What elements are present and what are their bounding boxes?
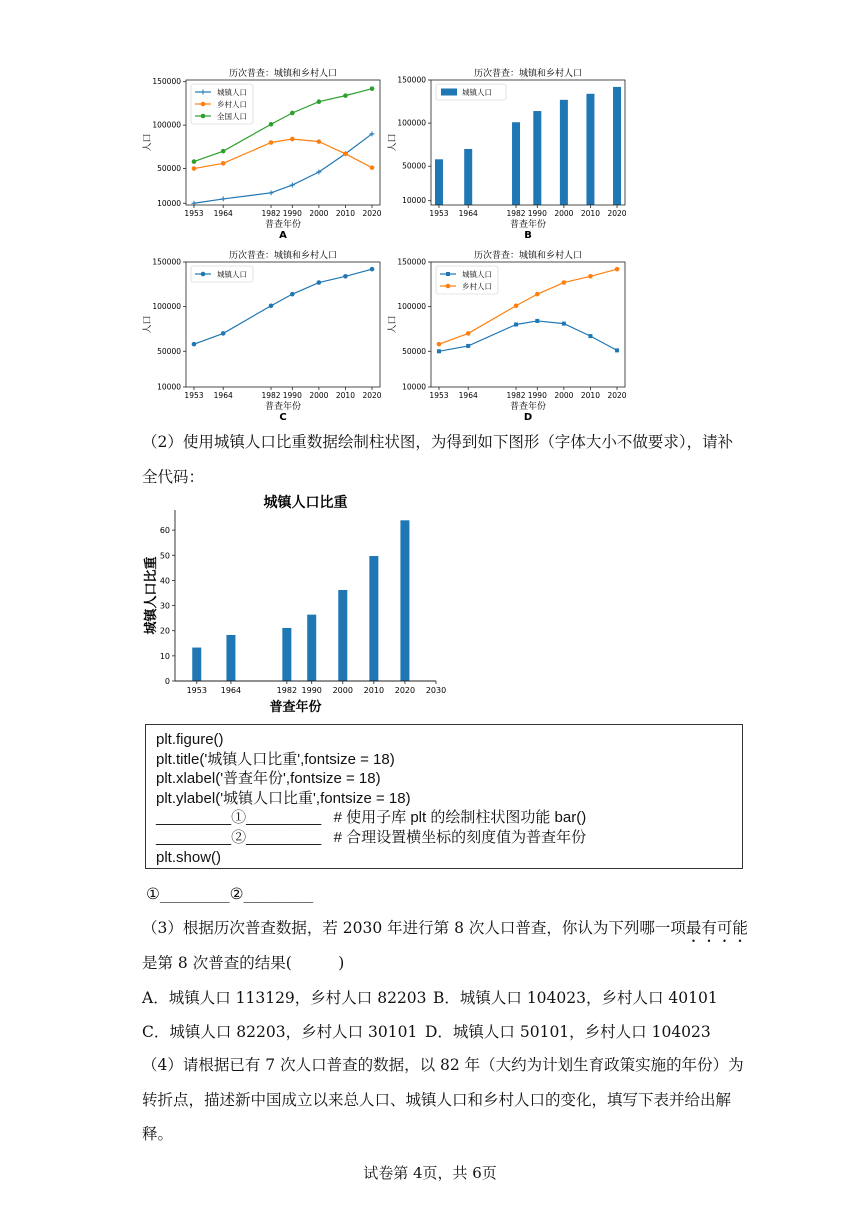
- y-axis-label: 人口: [388, 315, 398, 334]
- bar: [464, 149, 472, 205]
- data-point: [466, 344, 470, 348]
- chart-caption: D: [523, 412, 533, 423]
- y-tick-label: 100000: [152, 302, 181, 312]
- x-tick-label: 2000: [309, 209, 329, 218]
- chart-urban-ratio-svg: [140, 492, 450, 718]
- option-a: A．城镇人口 113129，乡村人口 82203: [142, 989, 427, 1007]
- data-point: [343, 151, 348, 156]
- bar: [613, 87, 621, 205]
- data-point: [269, 303, 274, 308]
- data-point: [343, 274, 348, 279]
- data-point: [446, 272, 450, 276]
- data-point: [192, 159, 197, 164]
- chart-title: 历次普查：城镇和乡村人口: [228, 69, 338, 79]
- q2-line-2: 全代码：: [142, 468, 205, 486]
- x-tick-label: 1982: [261, 209, 281, 218]
- y-tick-label: 100000: [397, 302, 426, 312]
- chart-c-svg: [140, 244, 390, 429]
- x-tick-label: 1982: [506, 209, 526, 218]
- data-point: [317, 139, 322, 144]
- data-point: [446, 284, 451, 289]
- q4-line-1: （4）请根据已有 7 次人口普查的数据，以 82 年（大约为计划生育政策实施的年份）为: [142, 1056, 744, 1074]
- code-lines: [156, 730, 732, 867]
- data-point: [290, 292, 295, 297]
- x-tick-label: 1990: [282, 209, 302, 218]
- x-tick-label: 1964: [458, 209, 478, 218]
- code-line: plt.title('城镇人口比重',fontsize = 18): [156, 750, 395, 768]
- x-tick-label: 2010: [363, 686, 385, 695]
- chart-title: 历次普查：城镇和乡村人口: [473, 251, 583, 261]
- q4-line-3: 释。: [142, 1125, 174, 1143]
- x-tick-label: 1990: [527, 209, 547, 218]
- y-axis-label: 城镇人口比重: [144, 556, 159, 635]
- data-point: [192, 342, 197, 347]
- chart-caption: B: [524, 230, 532, 241]
- bar: [586, 94, 594, 205]
- y-tick-label: 150000: [397, 75, 426, 85]
- data-point: [562, 280, 567, 285]
- x-tick-label: 1953: [429, 209, 449, 218]
- legend-label: 全国人口: [217, 112, 247, 121]
- y-axis-label: 人口: [388, 133, 398, 152]
- data-point: [615, 267, 620, 272]
- y-tick-label: 10: [159, 651, 170, 661]
- x-tick-label: 2010: [335, 209, 355, 218]
- bar: [533, 111, 541, 205]
- x-tick-label: 1953: [184, 209, 204, 218]
- x-tick-label: 1990: [527, 391, 547, 400]
- data-point: [290, 111, 295, 116]
- x-tick-label: 2020: [362, 209, 382, 218]
- chart-urban-ratio: [140, 492, 450, 718]
- x-tick-label: 1964: [213, 209, 233, 218]
- page-footer: 试卷第 4页，共 6页: [363, 1164, 497, 1182]
- chart-b: [385, 62, 635, 250]
- x-tick-label: 2000: [309, 391, 329, 400]
- chart-a: [140, 62, 390, 250]
- data-point: [535, 319, 539, 323]
- code-line: _________①_________ # 使用子库 plt 的绘制柱状图功能 bar(): [156, 809, 587, 827]
- x-tick-label: 1953: [186, 686, 207, 695]
- y-axis-label: 人口: [143, 133, 153, 152]
- q4-line-2: 转折点，描述新中国成立以来总人口、城镇人口和乡村人口的变化，填写下表并给出解: [142, 1091, 732, 1109]
- x-axis-label: 普查年份: [264, 402, 302, 412]
- x-tick-label: 1982: [506, 391, 526, 400]
- option-d: D．城镇人口 50101，乡村人口 104023: [425, 1023, 711, 1041]
- x-axis-label: 普查年份: [509, 402, 547, 412]
- bar: [307, 615, 316, 681]
- data-point: [269, 190, 274, 195]
- q3-line-1-text: （3）根据历次普查数据，若 2030 年进行第 8 次人口普查，你认为下列哪一项: [142, 919, 686, 937]
- data-point: [201, 272, 206, 277]
- chart-a-svg: [140, 62, 390, 250]
- option-c: C．城镇人口 82203，乡村人口 30101: [142, 1023, 418, 1041]
- y-tick-label: 0: [164, 677, 170, 686]
- x-tick-label: 2000: [554, 391, 574, 400]
- code-line: plt.figure(): [156, 731, 224, 748]
- chart-d-svg: [385, 244, 635, 429]
- y-tick-label: 150000: [397, 257, 426, 267]
- bar: [282, 628, 291, 681]
- x-tick-label: 1990: [282, 391, 302, 400]
- y-tick-label: 40: [159, 576, 170, 586]
- chart-caption: C: [279, 412, 287, 423]
- y-tick-label: 10000: [402, 196, 426, 206]
- data-point: [317, 280, 322, 285]
- data-point: [370, 267, 375, 272]
- legend-label: 城镇人口: [462, 88, 492, 97]
- data-point: [221, 196, 226, 201]
- y-tick-label: 50000: [157, 346, 181, 356]
- q3-line-2: 是第 8 次普查的结果( ): [142, 954, 345, 972]
- y-tick-label: 10000: [157, 198, 181, 208]
- x-tick-label: 2020: [607, 209, 627, 218]
- x-tick-label: 1982: [276, 686, 298, 695]
- x-tick-label: 2020: [362, 391, 382, 400]
- y-tick-label: 100000: [152, 120, 181, 130]
- data-point: [370, 86, 375, 91]
- data-point: [588, 334, 592, 338]
- data-point: [535, 292, 540, 297]
- x-tick-label: 1964: [213, 391, 233, 400]
- chart-title: 历次普查：城镇和乡村人口: [228, 251, 338, 261]
- chart-caption: A: [279, 230, 287, 241]
- data-point: [221, 161, 226, 166]
- data-point: [370, 165, 375, 170]
- y-tick-label: 150000: [152, 257, 181, 267]
- data-point: [201, 102, 206, 107]
- y-tick-label: 50: [159, 551, 170, 561]
- data-point: [192, 166, 197, 171]
- x-axis-label: 普查年份: [264, 220, 302, 230]
- x-tick-label: 2010: [580, 209, 600, 218]
- q2-line-1: （2）使用城镇人口比重数据绘制柱状图，为得到如下图形（字体大小不做要求），请补: [142, 433, 734, 451]
- y-tick-label: 50000: [157, 164, 181, 174]
- y-tick-label: 20: [159, 626, 170, 636]
- y-tick-label: 30: [159, 601, 170, 611]
- data-point: [437, 342, 442, 347]
- code-box: [145, 724, 743, 869]
- x-axis-label: 普查年份: [269, 700, 322, 715]
- data-point: [290, 137, 295, 142]
- x-tick-label: 2030: [425, 686, 447, 695]
- y-tick-label: 50000: [402, 346, 426, 356]
- code-line: plt.ylabel('城镇人口比重',fontsize = 18): [156, 789, 411, 807]
- legend-swatch: [441, 89, 457, 96]
- x-tick-label: 2000: [332, 686, 353, 695]
- data-point: [269, 140, 274, 145]
- x-tick-label: 1990: [301, 686, 322, 695]
- q3-emphasis: 最有可能: [685, 919, 748, 937]
- data-point: [588, 274, 593, 279]
- y-tick-label: 60: [159, 526, 170, 536]
- legend-label: 乡村人口: [217, 100, 247, 109]
- x-tick-label: 2020: [394, 686, 416, 695]
- bar: [226, 635, 235, 681]
- q3-line-1: [142, 918, 748, 946]
- bar: [400, 520, 409, 681]
- y-tick-label: 150000: [152, 77, 181, 87]
- x-tick-label: 2000: [554, 209, 574, 218]
- x-tick-label: 2010: [580, 391, 600, 400]
- bar: [338, 590, 347, 681]
- legend-label: 乡村人口: [462, 282, 492, 291]
- bar: [369, 556, 378, 681]
- bar: [512, 122, 520, 205]
- chart-title: 城镇人口比重: [263, 495, 348, 511]
- data-point: [221, 331, 226, 336]
- data-point: [514, 303, 519, 308]
- x-axis-label: 普查年份: [509, 220, 547, 230]
- legend-label: 城镇人口: [217, 88, 247, 97]
- data-point: [615, 348, 619, 352]
- data-point: [317, 99, 322, 104]
- y-tick-label: 10000: [402, 382, 426, 392]
- data-point: [466, 331, 471, 336]
- x-tick-label: 1953: [429, 391, 449, 400]
- series-line: [194, 134, 372, 203]
- bar: [192, 648, 201, 681]
- x-tick-label: 2010: [335, 391, 355, 400]
- y-axis-label: 人口: [143, 315, 153, 334]
- chart-d: [385, 244, 635, 429]
- code-line: plt.show(): [156, 848, 222, 866]
- data-point: [562, 322, 566, 326]
- x-tick-label: 1982: [261, 391, 281, 400]
- data-point: [514, 323, 518, 327]
- bar: [435, 159, 443, 205]
- answer-blanks: ①_________②_________: [146, 885, 314, 903]
- data-point: [221, 149, 226, 154]
- chart-c: [140, 244, 390, 429]
- data-point: [201, 114, 206, 119]
- option-b: B．城镇人口 104023，乡村人口 40101: [433, 989, 718, 1007]
- legend-label: 城镇人口: [217, 270, 247, 279]
- data-point: [269, 122, 274, 127]
- code-line: plt.xlabel('普查年份',fontsize = 18): [156, 770, 381, 788]
- data-point: [437, 349, 441, 353]
- chart-title: 历次普查：城镇和乡村人口: [473, 69, 583, 79]
- data-point: [290, 183, 295, 188]
- y-tick-label: 100000: [397, 118, 426, 128]
- x-tick-label: 1964: [220, 686, 242, 695]
- x-tick-label: 1953: [184, 391, 204, 400]
- code-line: _________②_________ # 合理设置横坐标的刻度值为普查年份: [156, 828, 587, 846]
- x-tick-label: 1964: [458, 391, 478, 400]
- chart-b-svg: [385, 62, 635, 250]
- x-tick-label: 2020: [607, 391, 627, 400]
- bar: [560, 100, 568, 205]
- y-tick-label: 10000: [157, 382, 181, 392]
- legend-label: 城镇人口: [462, 270, 492, 279]
- y-tick-label: 50000: [402, 161, 426, 171]
- data-point: [343, 93, 348, 98]
